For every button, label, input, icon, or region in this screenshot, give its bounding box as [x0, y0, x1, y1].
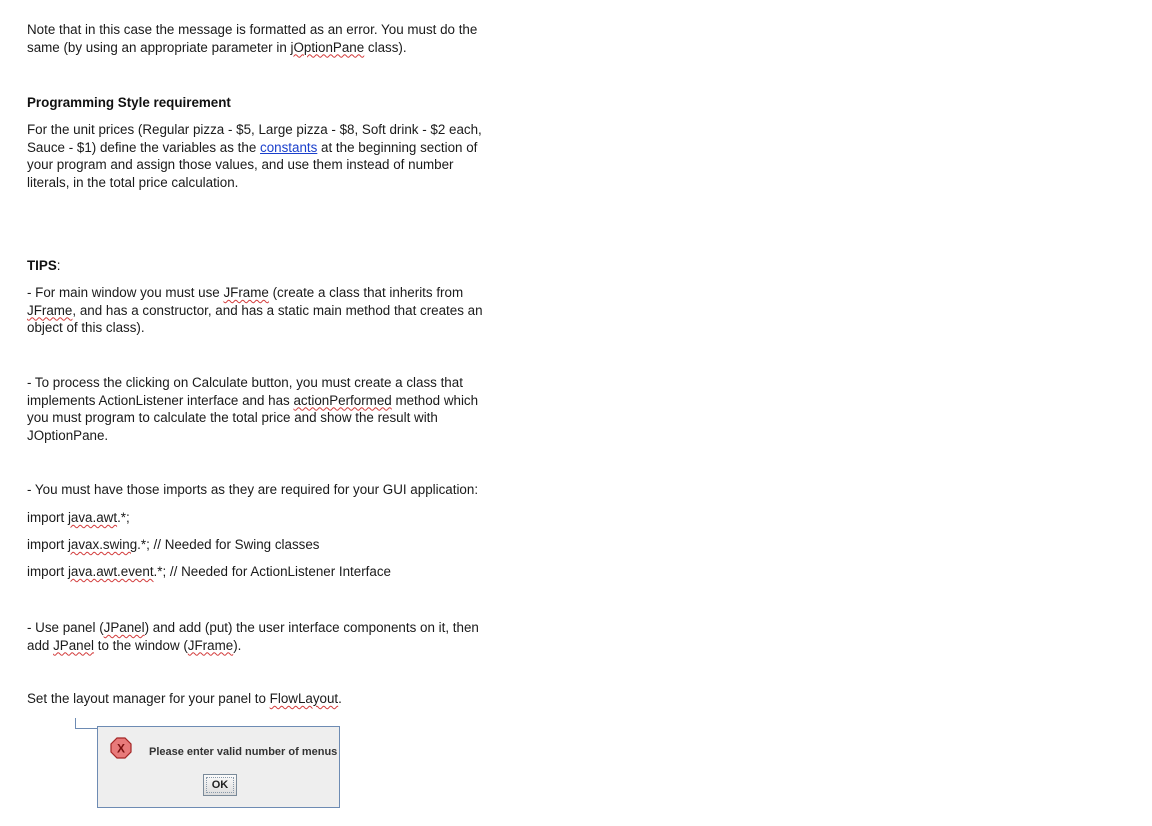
style-paragraph: [27, 121, 527, 191]
style-line-3: your program and assign those values, and use them instead of number: [27, 157, 454, 173]
tips-heading-line: [27, 257, 527, 275]
tip-4-line-2-pre: add: [27, 637, 54, 653]
tip-1-line-1-pre: - For main window you must use: [27, 285, 224, 300]
layout-line-pre: Set the layout manager for your panel to: [27, 691, 270, 706]
tip-1-paragraph: [27, 284, 527, 337]
intro-paragraph: [27, 21, 527, 56]
jpanel-term: JPanel: [53, 637, 95, 653]
actionperformed-term: actionPerformed: [293, 392, 392, 408]
import-line: [27, 563, 527, 581]
error-dialog: [97, 726, 340, 808]
ok-button[interactable]: OK: [203, 774, 237, 796]
import-package: java.awt.event: [67, 564, 154, 579]
joptionpane-term: jOptionPane: [290, 39, 365, 55]
intro-line-2-pre: same (by using an appropriate parameter in: [27, 39, 291, 55]
tip-1-line-1-post: (create a class that inherits from: [268, 285, 464, 300]
import-keyword: import: [27, 537, 68, 552]
tips-heading: TIPS: [27, 258, 57, 273]
tip-1-line-2-post: , and has a constructor, and has a static main method that creates an: [72, 302, 483, 318]
flowlayout-term: FlowLayout: [269, 691, 339, 706]
style-line-4: literals, in the total price calculation.: [27, 174, 239, 190]
constants-link[interactable]: constants: [260, 139, 318, 155]
import-line: [27, 509, 527, 527]
import-rest: .*; // Needed for Swing classes: [137, 537, 320, 552]
tip-2-line-2-pre: implements ActionListener interface and has: [27, 392, 294, 408]
jframe-term: JFrame: [187, 637, 234, 653]
tip-2-line-3: you must program to calculate the total price and show the result with: [27, 410, 438, 426]
tip-4-line-1-pre: - Use panel (: [27, 620, 104, 635]
import-keyword: import: [27, 510, 68, 525]
tip-4-line-2-mid: to the window (: [94, 637, 188, 653]
jframe-term: JFrame: [223, 285, 269, 300]
tip-2-paragraph: [27, 374, 527, 444]
tip-3-line-1: - You must have those imports as they are required for your GUI application:: [27, 482, 479, 497]
tip-2-line-1: - To process the clicking on Calculate button, you must create a class that: [27, 375, 463, 390]
import-keyword: import: [27, 564, 68, 579]
dialog-frame-edge: [75, 718, 98, 729]
import-line: [27, 536, 527, 554]
style-line-1: For the unit prices (Regular pizza - $5, Large pizza - $8, Soft drink - $2 each,: [27, 122, 482, 137]
tip-2-line-4: JOptionPane.: [27, 427, 109, 443]
jpanel-term: JPanel: [103, 620, 145, 635]
import-package: java.awt: [67, 510, 118, 525]
intro-line-2-post: class).: [364, 39, 407, 55]
error-icon-glyph: X: [116, 741, 126, 756]
tip-3-paragraph: [27, 481, 527, 499]
tip-4-paragraph: [27, 619, 527, 654]
tip-4-line-1-post: ) and add (put) the user interface components on it, then: [144, 620, 479, 635]
jframe-term: JFrame: [27, 302, 73, 318]
error-icon: [110, 737, 132, 759]
layout-line-post: .: [338, 691, 342, 706]
intro-line-1: Note that in this case the message is formatted as an error. You must do the: [27, 22, 478, 37]
style-line-2-pre: Sauce - $1) define the variables as the: [27, 139, 260, 155]
import-package: javax.swing: [67, 537, 138, 552]
style-line-2-post: at the beginning section of: [317, 139, 478, 155]
style-heading: Programming Style requirement: [27, 95, 231, 110]
tip-1-line-3: object of this class).: [27, 320, 145, 336]
import-rest: .*; // Needed for ActionListener Interface: [153, 564, 391, 579]
dialog-message: Please enter valid number of menus: [149, 746, 338, 758]
tip-2-line-2-post: method which: [391, 392, 479, 408]
tip-4-line-2-post: ).: [233, 637, 242, 653]
tips-colon: :: [56, 258, 61, 273]
layout-paragraph: [27, 690, 527, 708]
import-rest: .*;: [117, 510, 130, 525]
